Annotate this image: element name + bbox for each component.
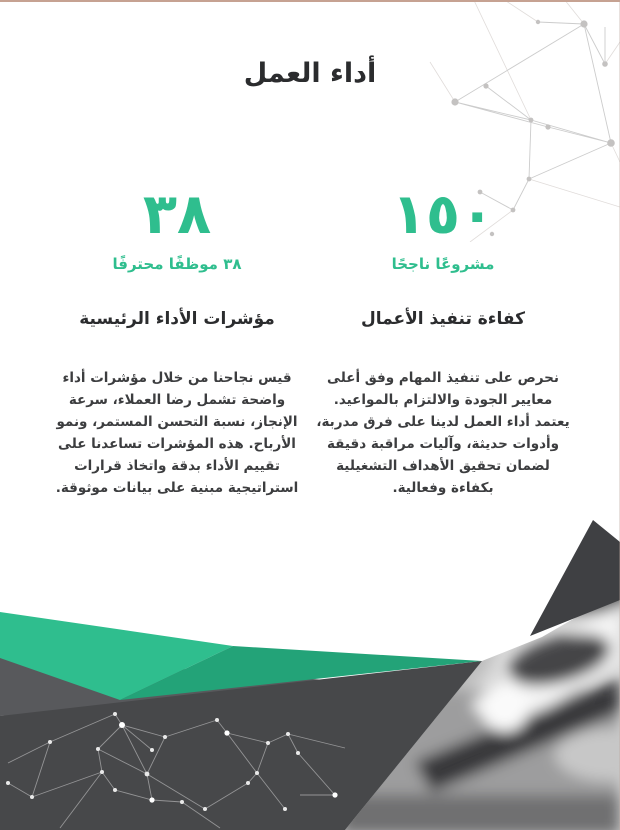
stat-employees-heading: مؤشرات الأداء الرئيسية	[79, 309, 275, 330]
stat-projects-body: نحرص على تنفيذ المهام وفق أعلى معايير الجودة والالتزام بالمواعيد. يعتمد أداء العمل لدينا على فرق مدربة، وأدوات حديثة، وآليات مراقبة دقيقة لضمان تحقيق الأهداف التشغيلية بكفاءة وفعالية.	[316, 370, 570, 497]
stat-projects-value: ١٥٠	[391, 182, 495, 248]
stats-columns	[0, 183, 620, 499]
stat-employees-body: قيس نجاحنا من خلال مؤشرات أداء واضحة تشمل رضا العملاء، سرعة الإنجاز، نسبة التحسن المستمر، ونمو الأرباح. هذه المؤشرات تساعدنا على تقييم الأداء بدقة واتخاذ قرارات استراتيجية مبنية على بيانات موثوقة.	[55, 370, 299, 497]
stat-projects-label: مشروعًا ناجحًا	[391, 255, 495, 274]
stat-employees-value: ٣٨	[142, 182, 212, 248]
stat-employees-label: ٣٨ موظفًا محترفًا	[112, 255, 242, 274]
stat-projects	[310, 183, 576, 499]
stat-employees	[44, 183, 310, 499]
stat-projects-heading: كفاءة تنفيذ الأعمال	[360, 309, 525, 330]
page-title: أداء العمل	[243, 58, 377, 89]
top-border	[0, 0, 620, 2]
bottom-decoration	[0, 520, 620, 830]
